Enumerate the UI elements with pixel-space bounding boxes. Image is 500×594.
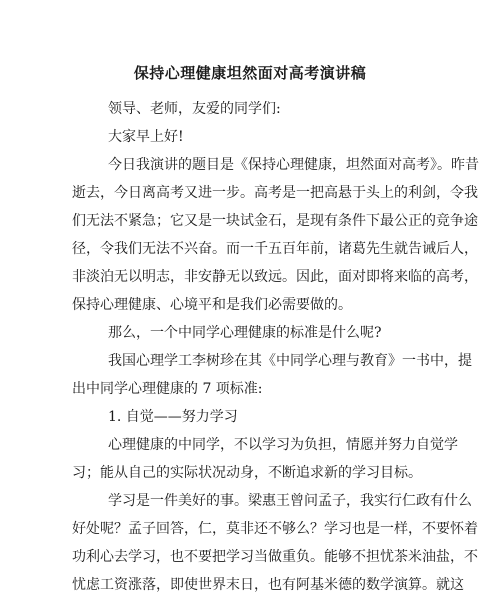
paragraph-line: 心理健康的中同学，不以学习为负担，情愿并努力自觉学 — [108, 437, 458, 453]
paragraph-line: 忧虑工资涨落，即使世界末日，也有阿基米德的数学演算。就这 — [72, 577, 464, 593]
paragraph-line: 出中同学心理健康的 7 项标准: — [72, 381, 263, 397]
paragraph-line: 逝去，今日离高考又进一步。高考是一把高悬于头上的利剑，令我 — [72, 185, 478, 201]
paragraph-line: 们无法不紧急；它又是一块试金石，是现有条件下最公正的竞争途 — [72, 213, 478, 229]
paragraph-line: 学习是一件美好的事。梁惠王曾问孟子，我实行仁政有什么 — [108, 493, 472, 509]
paragraph-line: 习；能从自己的实际状况动身，不断追求新的学习目标。 — [72, 465, 422, 481]
section-heading: 1. 自觉——努力学习 — [108, 409, 238, 425]
paragraph-line: 好处呢？孟子回答，仁，莫非还不够么？学习也是一样，不要怀着 — [72, 521, 478, 537]
document-title: 保持心理健康坦然面对高考演讲稿 — [133, 64, 367, 82]
paragraph-line: 那么，一个中同学心理健康的标准是什么呢? — [108, 325, 382, 341]
greeting-line: 领导、老师，友爱的同学们: — [108, 101, 281, 117]
paragraph-line: 非淡泊无以明志，非安静无以致远。因此，面对即将来临的高考， — [72, 269, 478, 285]
morning-line: 大家早上好! — [108, 129, 184, 145]
paragraph-line: 我国心理学工李树珍在其《中同学心理与教育》一书中，提 — [108, 353, 472, 369]
paragraph-line: 今日我演讲的题目是《保持心理健康，坦然面对高考》。昨昔 — [108, 157, 479, 173]
paragraph-line: 功利心去学习，也不要把学习当做重负。能够不担忧茶米油盐，不 — [72, 549, 478, 565]
paragraph-line: 径，令我们无法不兴奋。而一千五百年前，诸葛先生就告诫后人， — [72, 241, 478, 257]
paragraph-line: 保持心理健康、心境平和是我们必需要做的。 — [72, 297, 352, 313]
